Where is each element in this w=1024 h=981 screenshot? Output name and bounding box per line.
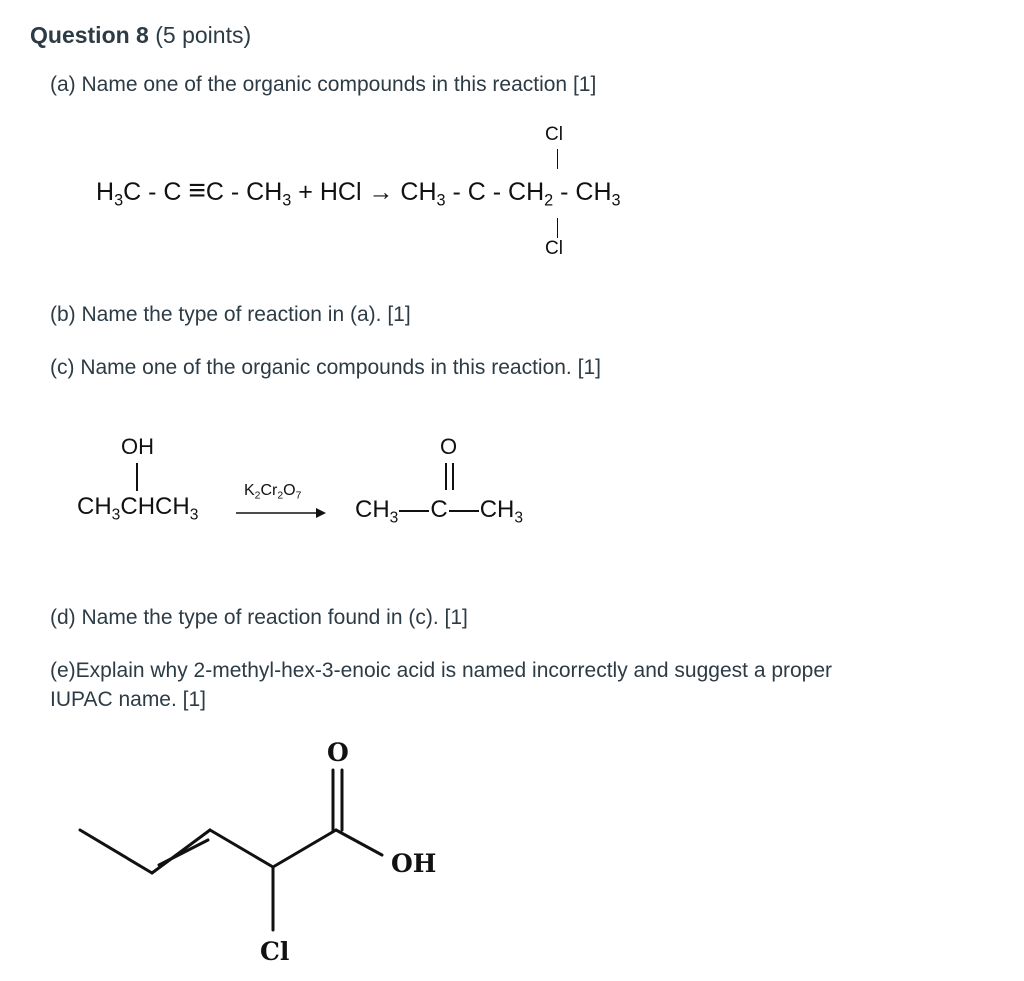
product-left-ch: CH	[355, 496, 390, 523]
product-left-sub: 3	[389, 509, 399, 527]
structure-cl: Cl	[260, 937, 290, 966]
reagent-sub2: 2	[277, 490, 284, 502]
cl-top: Cl	[545, 124, 563, 145]
bond-cl-bottom	[557, 218, 558, 238]
bond-oh	[136, 463, 138, 491]
reagent-dichromate	[244, 482, 301, 500]
reaction-2-arrow	[236, 506, 328, 520]
part-d-prompt: (d) Name the type of reaction found in (c). [1]	[50, 606, 468, 629]
reaction-arrow: →	[368, 178, 394, 206]
product-right-ch: CH	[479, 496, 515, 523]
r1-h-sub: 3	[114, 191, 124, 210]
bond-cl-top	[557, 149, 558, 169]
p3-sub: 3	[611, 191, 621, 210]
bond-left	[399, 510, 429, 512]
double-bond-line-1	[445, 463, 447, 490]
part-c-prompt: (c) Name one of the organic compounds in this reaction. [1]	[50, 356, 601, 379]
bond-right	[449, 510, 479, 512]
question-points: (5 points)	[148, 22, 252, 48]
oh-group: OH	[121, 434, 154, 459]
carbonyl-o: O	[440, 434, 458, 459]
bond-c3-c4	[210, 830, 273, 867]
structure-o: O	[327, 738, 349, 767]
bond-c4-c5	[273, 830, 336, 867]
bond-c1-c2	[80, 830, 152, 873]
reagent-o: O	[283, 482, 296, 499]
p1: CH	[393, 178, 437, 206]
reaction-1-equation	[96, 174, 621, 208]
reactant-sub2: 3	[189, 506, 199, 524]
reagent-sub1: 2	[254, 490, 261, 502]
double-bond-line-2	[452, 463, 454, 490]
question-number: Question 8	[30, 22, 149, 48]
reactant-sub1: 3	[111, 506, 121, 524]
r1-h: H	[96, 178, 115, 206]
reactant-isopropanol	[77, 493, 199, 524]
reactant-chch: CHCH	[120, 493, 190, 520]
central-carbon: C	[467, 178, 486, 206]
part-e-prompt-line1: (e)Explain why 2-methyl-hex-3-enoic acid is named incorrectly and suggest a proper	[50, 659, 833, 682]
product-c: C	[430, 496, 448, 523]
triple-bond: ≡	[188, 174, 206, 207]
bond-c2-c3-double	[159, 840, 208, 865]
p3: - CH	[553, 178, 612, 206]
plus-hcl: + HCl	[291, 178, 369, 206]
reagent-cr: Cr	[260, 482, 278, 499]
cl-bottom: Cl	[545, 238, 563, 259]
r1-rest-sub: 3	[282, 191, 292, 210]
p1-sub: 3	[436, 191, 446, 210]
r1-rest: C - CH	[205, 178, 283, 206]
question-title	[30, 22, 251, 49]
bond-c2-c3	[152, 830, 210, 873]
structure-oh: OH	[391, 849, 437, 878]
reagent-k: K	[244, 482, 255, 499]
reagent-sub3: 7	[295, 490, 302, 502]
p2-sub: 2	[544, 191, 554, 210]
r1-c: C - C	[123, 178, 189, 206]
product-acetone	[355, 496, 524, 527]
part-a-prompt: (a) Name one of the organic compounds in this reaction [1]	[50, 73, 597, 96]
p2: - CH	[485, 178, 545, 206]
part-e-prompt-line2: IUPAC name. [1]	[50, 688, 207, 711]
bond-c5-oh	[336, 830, 382, 855]
reactant-ch: CH	[77, 493, 112, 520]
product-right-sub: 3	[514, 509, 524, 527]
p1-dash: -	[445, 178, 468, 206]
part-b-prompt: (b) Name the type of reaction in (a). [1]	[50, 303, 411, 326]
